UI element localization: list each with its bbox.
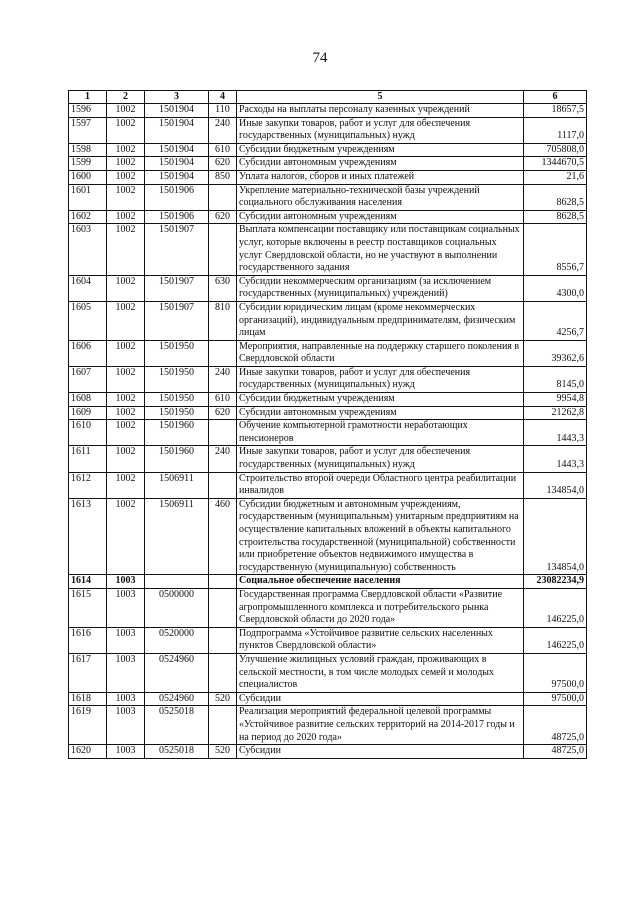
table-row xyxy=(69,170,587,184)
amount-cell: 1443,3 xyxy=(524,446,587,472)
section-code-cell: 1002 xyxy=(107,366,145,392)
expense-type-cell xyxy=(209,653,237,692)
row-number-cell: 1597 xyxy=(69,117,107,143)
target-article-cell: 1501907 xyxy=(145,301,209,340)
target-article-cell: 1501960 xyxy=(145,446,209,472)
amount-cell: 705808,0 xyxy=(524,143,587,157)
expense-type-cell xyxy=(209,472,237,498)
row-number-cell: 1598 xyxy=(69,143,107,157)
section-code-cell: 1003 xyxy=(107,653,145,692)
amount-cell: 18657,5 xyxy=(524,104,587,118)
section-code-cell: 1002 xyxy=(107,340,145,366)
target-article-cell: 1501907 xyxy=(145,275,209,301)
item-name-cell: Реализация мероприятий федеральной целевой программы «Устойчивое развитие сельских территорий на 2014-2017 годы и на период до 2020 года» xyxy=(237,706,524,745)
section-code-cell: 1003 xyxy=(107,692,145,706)
item-name-cell: Субсидии некоммерческим организациям (за исключением государственных (муниципальных) учреждений) xyxy=(237,275,524,301)
expense-type-cell: 620 xyxy=(209,406,237,420)
table-row xyxy=(69,745,587,759)
item-name-cell: Подпрограмма «Устойчивое развитие сельских населенных пунктов Свердловской области» xyxy=(237,627,524,653)
item-name-cell: Уплата налогов, сборов и иных платежей xyxy=(237,170,524,184)
table-row xyxy=(69,575,587,589)
row-number-cell: 1596 xyxy=(69,104,107,118)
expense-type-cell: 520 xyxy=(209,692,237,706)
header-cell: 5 xyxy=(237,91,524,104)
amount-cell: 146225,0 xyxy=(524,588,587,627)
row-number-cell: 1608 xyxy=(69,393,107,407)
section-code-cell: 1002 xyxy=(107,104,145,118)
section-code-cell: 1003 xyxy=(107,745,145,759)
item-name-cell: Расходы на выплаты персоналу казенных учреждений xyxy=(237,104,524,118)
table-row xyxy=(69,184,587,210)
row-number-cell: 1606 xyxy=(69,340,107,366)
amount-cell: 21262,8 xyxy=(524,406,587,420)
item-name-cell: Укрепление материально-технической базы учреждений социального обслуживания населения xyxy=(237,184,524,210)
table-row xyxy=(69,117,587,143)
amount-cell: 4300,0 xyxy=(524,275,587,301)
table-row xyxy=(69,210,587,224)
expense-type-cell: 610 xyxy=(209,393,237,407)
expense-type-cell xyxy=(209,706,237,745)
amount-cell: 1443,3 xyxy=(524,420,587,446)
section-code-cell: 1002 xyxy=(107,498,145,575)
expense-type-cell: 630 xyxy=(209,275,237,301)
section-code-cell: 1002 xyxy=(107,224,145,275)
row-number-cell: 1612 xyxy=(69,472,107,498)
expense-type-cell: 240 xyxy=(209,366,237,392)
header-row xyxy=(69,91,587,104)
table-row xyxy=(69,420,587,446)
item-name-cell: Улучшение жилищных условий граждан, проживающих в сельской местности, в том числе молодых семей и молодых специалистов xyxy=(237,653,524,692)
row-number-cell: 1616 xyxy=(69,627,107,653)
table-row xyxy=(69,627,587,653)
amount-cell: 8145,0 xyxy=(524,366,587,392)
target-article-cell: 1501950 xyxy=(145,340,209,366)
page-number: 74 xyxy=(312,50,328,66)
target-article-cell: 0525018 xyxy=(145,706,209,745)
section-code-cell: 1002 xyxy=(107,170,145,184)
target-article-cell: 1501904 xyxy=(145,117,209,143)
target-article-cell: 1501904 xyxy=(145,143,209,157)
item-name-cell: Субсидии бюджетным учреждениям xyxy=(237,143,524,157)
table-row xyxy=(69,692,587,706)
target-article-cell: 0500000 xyxy=(145,588,209,627)
section-code-cell: 1002 xyxy=(107,143,145,157)
expense-type-cell: 460 xyxy=(209,498,237,575)
table-row xyxy=(69,472,587,498)
row-number-cell: 1620 xyxy=(69,745,107,759)
table-row xyxy=(69,498,587,575)
table-row xyxy=(69,143,587,157)
target-article-cell: 0525018 xyxy=(145,745,209,759)
target-article-cell: 1501960 xyxy=(145,420,209,446)
target-article-cell: 1501906 xyxy=(145,210,209,224)
expense-type-cell xyxy=(209,224,237,275)
amount-cell: 8628,5 xyxy=(524,184,587,210)
target-article-cell: 1506911 xyxy=(145,472,209,498)
table-row xyxy=(69,104,587,118)
row-number-cell: 1605 xyxy=(69,301,107,340)
expense-type-cell: 620 xyxy=(209,210,237,224)
row-number-cell: 1618 xyxy=(69,692,107,706)
target-article-cell: 0520000 xyxy=(145,627,209,653)
amount-cell: 48725,0 xyxy=(524,745,587,759)
table-row xyxy=(69,340,587,366)
target-article-cell: 1501950 xyxy=(145,406,209,420)
item-name-cell: Мероприятия, направленные на поддержку старшего поколения в Свердловской области xyxy=(237,340,524,366)
expense-type-cell xyxy=(209,627,237,653)
row-number-cell: 1609 xyxy=(69,406,107,420)
amount-cell: 39362,6 xyxy=(524,340,587,366)
item-name-cell: Иные закупки товаров, работ и услуг для обеспечения государственных (муниципальных) нужд xyxy=(237,446,524,472)
amount-cell: 21,6 xyxy=(524,170,587,184)
target-article-cell: 1506911 xyxy=(145,498,209,575)
item-name-cell: Субсидии бюджетным и автономным учреждениям, государственным (муниципальным) унитарным предприятиям на осуществление капитальных вложений в объекты капитального строительства государственной (муниципальной) собственности или приобретение объектов недвижимого имущества в государственную (муниципальную) собственность xyxy=(237,498,524,575)
target-article-cell: 0524960 xyxy=(145,692,209,706)
expense-type-cell: 610 xyxy=(209,143,237,157)
amount-cell: 97500,0 xyxy=(524,653,587,692)
section-code-cell: 1002 xyxy=(107,157,145,171)
header-cell: 4 xyxy=(209,91,237,104)
item-name-cell: Иные закупки товаров, работ и услуг для обеспечения государственных (муниципальных) нужд xyxy=(237,117,524,143)
header-cell: 2 xyxy=(107,91,145,104)
item-name-cell: Иные закупки товаров, работ и услуг для обеспечения государственных (муниципальных) нужд xyxy=(237,366,524,392)
expense-type-cell: 240 xyxy=(209,446,237,472)
target-article-cell: 1501907 xyxy=(145,224,209,275)
item-name-cell: Строительство второй очереди Областного центра реабилитации инвалидов xyxy=(237,472,524,498)
header-cell: 1 xyxy=(69,91,107,104)
amount-cell: 4256,7 xyxy=(524,301,587,340)
section-code-cell: 1002 xyxy=(107,420,145,446)
section-code-cell: 1002 xyxy=(107,184,145,210)
amount-cell: 48725,0 xyxy=(524,706,587,745)
item-name-cell: Выплата компенсации поставщику или поставщикам социальных услуг, которые включены в реестр поставщиков социальных услуг Свердловской области, но не участвуют в выполнении государственного задания xyxy=(237,224,524,275)
row-number-cell: 1602 xyxy=(69,210,107,224)
target-article-cell: 1501950 xyxy=(145,393,209,407)
table-row xyxy=(69,406,587,420)
table-row xyxy=(69,224,587,275)
amount-cell: 146225,0 xyxy=(524,627,587,653)
item-name-cell: Субсидии юридическим лицам (кроме некоммерческих организаций), индивидуальным предпринимателям, физическим лицам xyxy=(237,301,524,340)
target-article-cell: 1501950 xyxy=(145,366,209,392)
amount-cell: 134854,0 xyxy=(524,498,587,575)
target-article-cell: 1501904 xyxy=(145,170,209,184)
table-row xyxy=(69,588,587,627)
item-name-cell: Социальное обеспечение населения xyxy=(237,575,524,589)
expense-type-cell: 850 xyxy=(209,170,237,184)
item-name-cell: Субсидии автономным учреждениям xyxy=(237,406,524,420)
expense-type-cell: 110 xyxy=(209,104,237,118)
item-name-cell: Субсидии автономным учреждениям xyxy=(237,210,524,224)
table-row xyxy=(69,275,587,301)
amount-cell: 9954,8 xyxy=(524,393,587,407)
header-cell: 6 xyxy=(524,91,587,104)
section-code-cell: 1003 xyxy=(107,627,145,653)
expense-type-cell: 240 xyxy=(209,117,237,143)
row-number-cell: 1614 xyxy=(69,575,107,589)
target-article-cell: 1501904 xyxy=(145,157,209,171)
section-code-cell: 1003 xyxy=(107,588,145,627)
table-row xyxy=(69,446,587,472)
row-number-cell: 1610 xyxy=(69,420,107,446)
target-article-cell: 1501904 xyxy=(145,104,209,118)
table-row xyxy=(69,653,587,692)
section-code-cell: 1002 xyxy=(107,117,145,143)
row-number-cell: 1604 xyxy=(69,275,107,301)
section-code-cell: 1002 xyxy=(107,406,145,420)
amount-cell: 134854,0 xyxy=(524,472,587,498)
row-number-cell: 1615 xyxy=(69,588,107,627)
row-number-cell: 1617 xyxy=(69,653,107,692)
row-number-cell: 1619 xyxy=(69,706,107,745)
target-article-cell: 1501906 xyxy=(145,184,209,210)
item-name-cell: Субсидии автономным учреждениям xyxy=(237,157,524,171)
table-row xyxy=(69,301,587,340)
expense-type-cell xyxy=(209,420,237,446)
expense-type-cell xyxy=(209,575,237,589)
table-row xyxy=(69,366,587,392)
amount-cell: 1344670,5 xyxy=(524,157,587,171)
expense-type-cell xyxy=(209,184,237,210)
section-code-cell: 1002 xyxy=(107,446,145,472)
section-code-cell: 1002 xyxy=(107,301,145,340)
section-code-cell: 1003 xyxy=(107,575,145,589)
row-number-cell: 1603 xyxy=(69,224,107,275)
amount-cell: 1117,0 xyxy=(524,117,587,143)
item-name-cell: Обучение компьютерной грамотности неработающих пенсионеров xyxy=(237,420,524,446)
expense-type-cell: 810 xyxy=(209,301,237,340)
section-code-cell: 1002 xyxy=(107,275,145,301)
expense-type-cell: 520 xyxy=(209,745,237,759)
target-article-cell: 0524960 xyxy=(145,653,209,692)
header-cell: 3 xyxy=(145,91,209,104)
table-row xyxy=(69,157,587,171)
table-row xyxy=(69,393,587,407)
table-row xyxy=(69,706,587,745)
amount-cell: 97500,0 xyxy=(524,692,587,706)
expense-type-cell xyxy=(209,340,237,366)
row-number-cell: 1611 xyxy=(69,446,107,472)
item-name-cell: Государственная программа Свердловской области «Развитие агропромышленного комплекса и потребительского рынка Свердловской области до 2020 года» xyxy=(237,588,524,627)
row-number-cell: 1601 xyxy=(69,184,107,210)
section-code-cell: 1002 xyxy=(107,393,145,407)
row-number-cell: 1607 xyxy=(69,366,107,392)
amount-cell: 8556,7 xyxy=(524,224,587,275)
amount-cell: 23082234,9 xyxy=(524,575,587,589)
section-code-cell: 1002 xyxy=(107,210,145,224)
expense-type-cell xyxy=(209,588,237,627)
item-name-cell: Субсидии xyxy=(237,745,524,759)
row-number-cell: 1613 xyxy=(69,498,107,575)
target-article-cell xyxy=(145,575,209,589)
budget-table xyxy=(68,90,587,759)
item-name-cell: Субсидии бюджетным учреждениям xyxy=(237,393,524,407)
row-number-cell: 1600 xyxy=(69,170,107,184)
item-name-cell: Субсидии xyxy=(237,692,524,706)
expense-type-cell: 620 xyxy=(209,157,237,171)
section-code-cell: 1003 xyxy=(107,706,145,745)
section-code-cell: 1002 xyxy=(107,472,145,498)
row-number-cell: 1599 xyxy=(69,157,107,171)
amount-cell: 8628,5 xyxy=(524,210,587,224)
